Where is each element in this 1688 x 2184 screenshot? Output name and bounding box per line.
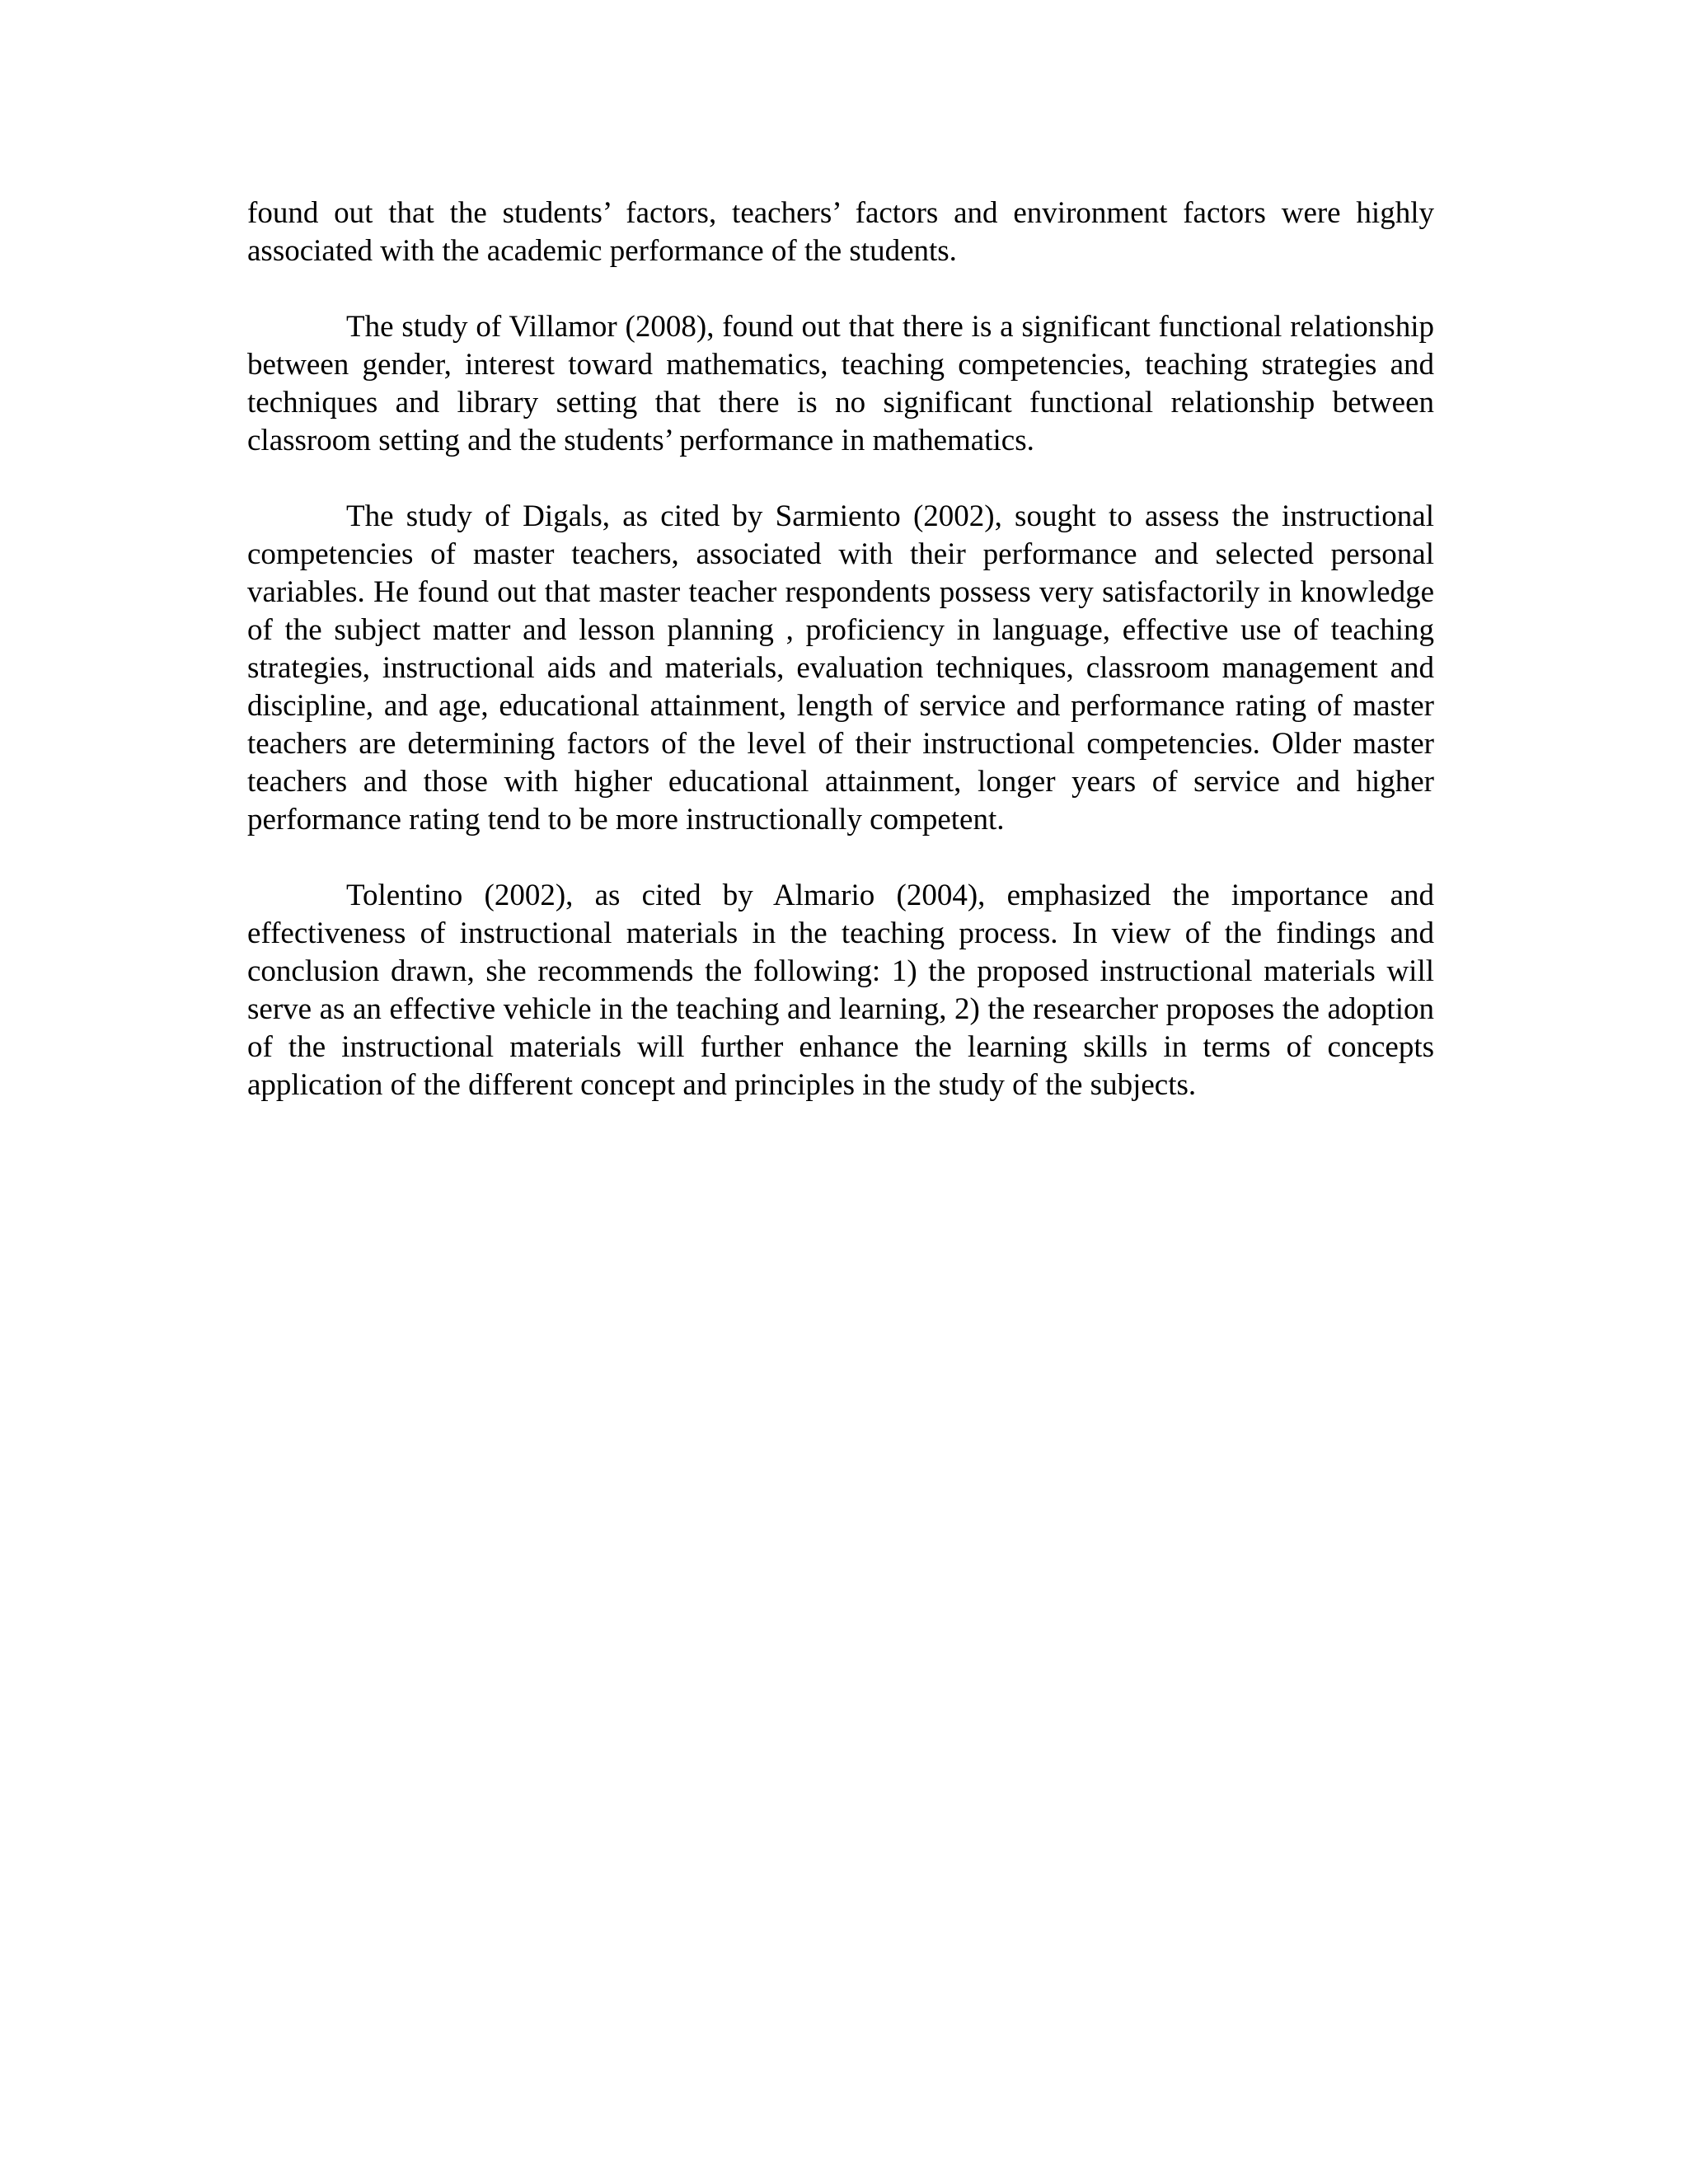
paragraph-continuation: found out that the students’ factors, teachers’ factors and environment factors were highly associated with the academic performance of the students.: [247, 196, 1434, 268]
body-text: [247, 194, 1434, 1142]
paragraph-digals: The study of Digals, as cited by Sarmiento (2002), sought to assess the instructional competencies of master teachers, associated with their performance and selected personal variables. He found out that master teacher respondents possess very satisfactorily in knowledge of the subject matter and lesson planning , proficiency in language, effective use of teaching strategies, instructional aids and materials, evaluation techniques, classroom management and discipline, and age, educational attainment, length of service and performance rating of master teachers are determining factors of the level of their instructional competencies. Older master teachers and those with higher educational attainment, longer years of service and higher performance rating tend to be more instructionally competent.: [247, 499, 1434, 837]
paragraph-villamor: The study of Villamor (2008), found out that there is a significant functional relationship between gender, interest toward mathematics, teaching competencies, teaching strategies and techniques and library setting that there is no significant functional relationship between classroom setting and the students’ performance in mathematics.: [247, 310, 1434, 457]
paragraph-tolentino: Tolentino (2002), as cited by Almario (2004), emphasized the importance and effectiveness of instructional materials in the teaching process. In view of the findings and conclusion drawn, she recommends the following: 1) the proposed instructional materials will serve as an effective vehicle in the teaching and learning, 2) the researcher proposes the adoption of the instructional materials will further enhance the learning skills in terms of concepts application of the different concept and principles in the study of the subjects.: [247, 879, 1434, 1102]
